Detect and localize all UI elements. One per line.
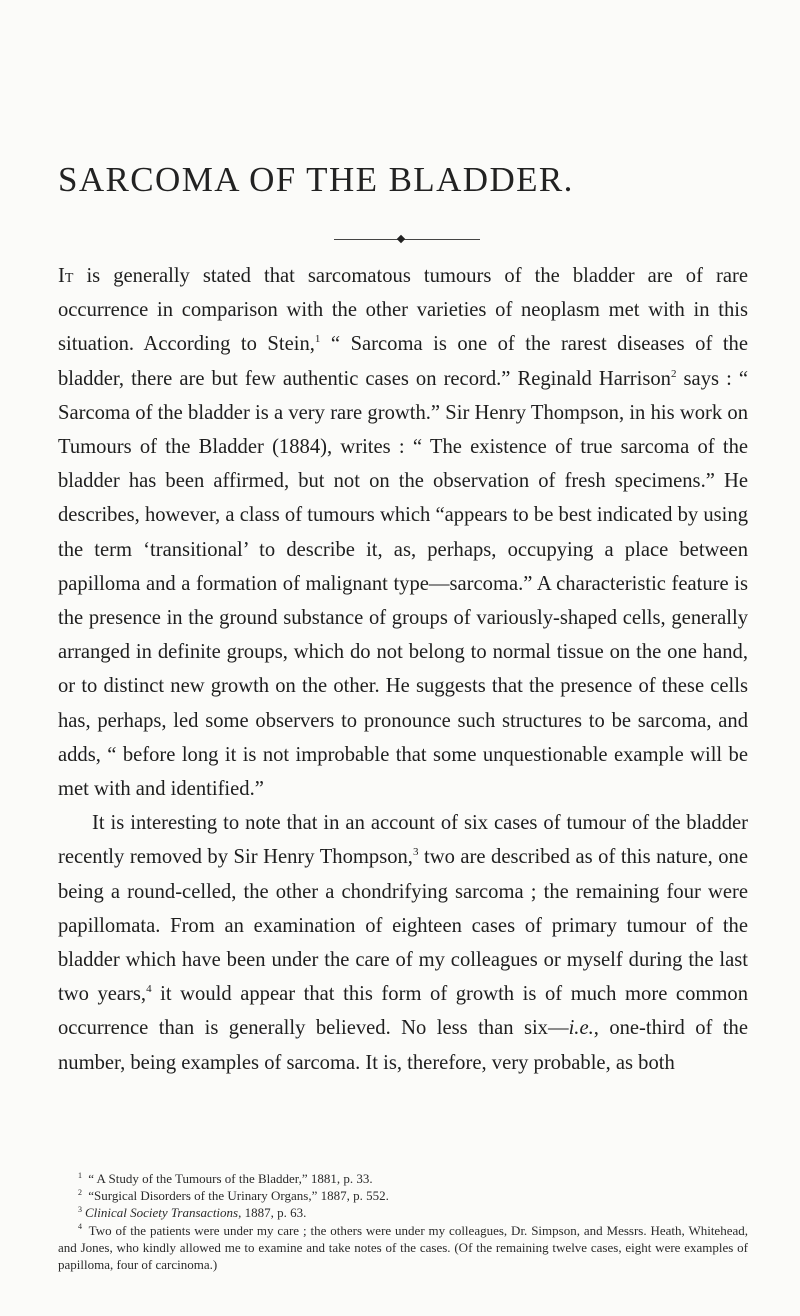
paragraph-lead-word: It <box>58 265 74 287</box>
footnote-text: “ A Study of the Tumours of the Bladder,” 1881, p. 33. <box>85 1171 373 1186</box>
footnote-text: , 1887, p. 63. <box>238 1205 307 1221</box>
title-divider <box>334 239 480 240</box>
footnote-2 <box>58 1187 748 1204</box>
footnote-number: 3 <box>78 1205 82 1215</box>
footnote-text: “Surgical Disorders of the Urinary Organs,” 1887, p. 552. <box>85 1188 389 1204</box>
paragraph-1-text-c: says : “ Sarcoma of the bladder is a very rare growth.” Sir Henry Thompson, in his work on Tumours of the Bladder (1884), writes : “ The existence of true sarcoma of the bladder has been affirmed, but not on the observation of fresh specimens.” He describes, however, a class of tumours which “appears to be best indicated by using the term ‘transitional’ to describe it, as, perhaps, occupying a place between papilloma and a formation of malignant type—sarcoma.” A characteristic feature is the presence in the ground substance of groups of variously-shaped cells, generally arranged in definite groups, which do not belong to normal tissue on the one hand, or to distinct new growth on the other. He suggests that the presence of these cells has, perhaps, led some observers to pronounce such structures to be sarcoma, and adds, “ before long it is not improbable that some unquestionable example will be met with and identified.” <box>58 367 748 801</box>
paragraph-2-text-d: , one-third of the number, being examples of sarcoma. It is, therefore, very probable, as both <box>58 1017 748 1074</box>
divider-diamond-icon <box>397 235 405 243</box>
paragraph-2-text-c: it would appear that this form of growth is of much more common occurrence than is generally believed. No less than six— <box>58 983 748 1040</box>
body-text <box>58 259 748 1080</box>
paragraph-2-text-a: It is interesting to note that in an account of six cases of tumour of the bladder recently removed by Sir Henry Thompson, <box>58 812 748 869</box>
paragraph-1-text-b: “ Sarcoma is one of the rarest diseases of the bladder, there are but few authentic cases on record.” Reginald Harrison <box>58 333 748 390</box>
footnote-number: 4 <box>78 1222 82 1232</box>
footnote-3 <box>58 1204 748 1221</box>
footnote-number: 2 <box>78 1187 82 1197</box>
ie-abbreviation: i.e. <box>568 1017 594 1040</box>
footnotes <box>58 1170 748 1273</box>
paragraph-2-text-b: two are described as of this nature, one being a round-celled, the other a chondrifying sarcoma ; the remaining four were papillomata. From an examination of eighteen cases of primary tumour of the bladder which have been under the care of my colleagues or myself during the last two years, <box>58 846 748 1006</box>
footnote-1 <box>58 1170 748 1187</box>
footnote-ref-3: 3 <box>412 846 419 859</box>
footnote-journal-title: Clinical Society Transactions <box>85 1205 239 1221</box>
footnote-ref-2: 2 <box>670 367 677 380</box>
footnote-text: Two of the patients were under my care ; the others were under my colleagues, Dr. Simpson, and Messrs. Heath, Whitehead, and Jones, who kindly allowed me to examine and take notes of the cases. (Of the remaining twelve cases, eight were examples of papilloma, four of carcinoma.) <box>58 1222 748 1273</box>
paragraph-1 <box>58 259 748 806</box>
paragraph-1-text-a: is generally stated that sarcomatous tumours of the bladder are of rare occurrence in comparison with the other varieties of neoplasm met with in this situation. According to Stein, <box>58 265 748 356</box>
footnote-ref-4: 4 <box>146 983 152 996</box>
paragraph-2 <box>58 806 748 1080</box>
footnote-4 <box>58 1222 748 1274</box>
footnote-ref-1: 1 <box>314 333 321 346</box>
footnote-number: 1 <box>78 1170 82 1180</box>
page-title: SARCOMA OF THE BLADDER. <box>58 160 574 199</box>
